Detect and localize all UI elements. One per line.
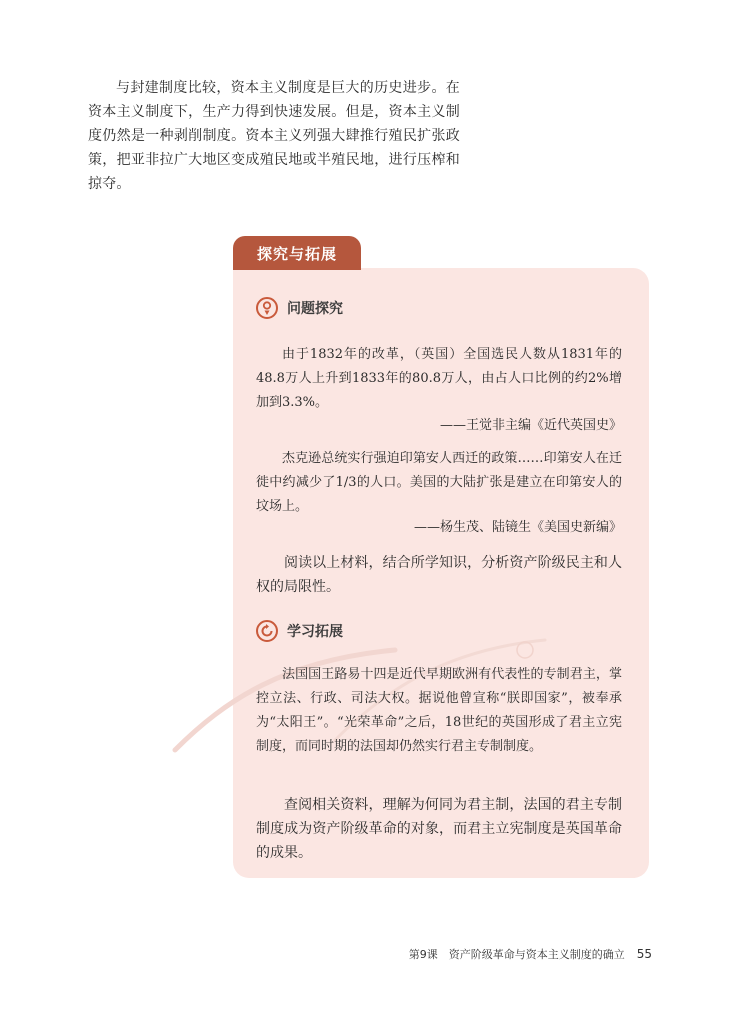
citation-2: ——杨生茂、陆镜生《美国史新编》 (413, 520, 622, 535)
section-question-heading (256, 297, 343, 319)
explore-tab-label: 探究与拓展 (256, 244, 337, 263)
extension-material: 法国国王路易十四是近代早期欧洲有代表性的专制君主，掌控立法、行政、司法大权。据说他曾宣称“朕即国家”，被奉承为“太阳王”。“光荣革命”之后，18世纪的英国形成了君主立宪制度，而同时期的法国却仍然实行君主专制制度。 (256, 667, 622, 754)
section-extension-heading (256, 620, 343, 642)
footer-lesson-title: 第9课 资产阶级革命与资本主义制度的确立 (408, 948, 625, 961)
question-lamp-icon (256, 297, 278, 319)
material-paragraph-2: 杰克逊总统实行强迫印第安人西迁的政策……印第安人在迁徙中约减少了1/3的人口。美国的大陆扩张是建立在印第安人的坟场上。 (256, 451, 622, 514)
circular-arrow-icon (256, 620, 278, 642)
extension-task: 查阅相关资料，理解为何同为君主制，法国的君主专制制度成为资产阶级革命的对象，而君主立宪制度是英国革命的成果。 (256, 797, 622, 861)
section-question-title: 问题探究 (287, 301, 343, 317)
intro-paragraph: 与封建制度比较，资本主义制度是巨大的历史进步。在资本主义制度下，生产力得到快速发展。但是，资本主义制度仍然是一种剥削制度。资本主义列强大肆推行殖民扩张政策，把亚非拉广大地区变成殖民地或半殖民地，进行压榨和掠夺。 (88, 80, 460, 192)
section-extension-title: 学习拓展 (287, 624, 343, 640)
question-task: 阅读以上材料，结合所学知识，分析资产阶级民主和人权的局限性。 (256, 555, 622, 595)
citation-1: ——王觉非主编《近代英国史》 (439, 418, 622, 433)
material-paragraph-1: 由于1832年的改革，（英国）全国选民人数从1831年的48.8万人上升到1833年的80.8万人，由占人口比例的约2%增加到3.3%。 (256, 347, 622, 410)
explore-tab (233, 236, 361, 270)
page-footer (400, 946, 652, 962)
intro-text-block (88, 76, 460, 196)
page-number: 55 (636, 947, 652, 961)
